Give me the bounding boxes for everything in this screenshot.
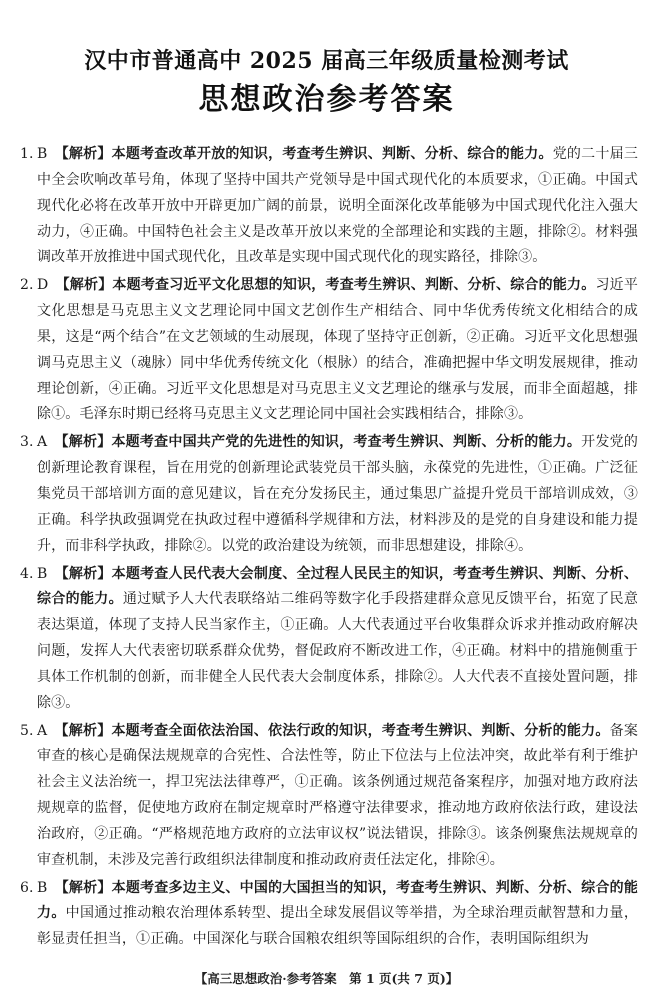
analysis-body: 通过赋予人大代表联络站二维码等数字化手段搭建群众意见反馈平台，拓宽了民意表达渠道，体现了支持人民当家作主，①正确。人大代表通过平台收集群众诉求并推动政府解决问题，发挥人大代表密切联系群众优势，督促政府不断改进工作，④正确。材料中的措施侧重于具体工作机制的创新，而非健全人民代表大会制度体系，排除②。人大代表不直接处置问题，排除③。	[37, 591, 638, 711]
answer-item-6	[20, 876, 638, 954]
question-number: 1.	[20, 146, 34, 162]
answer-choice: A	[37, 722, 48, 739]
answer-choice: B	[37, 879, 48, 896]
analysis-lead: 本题考查习近平文化思想的知识，考查考生辨识、判断、分析、综合的能力。	[112, 277, 596, 294]
answer-choice: B	[37, 146, 48, 162]
analysis-body: 习近平文化思想是马克思主义文艺理论同中国文艺创作生产相结合、同中华优秀传统文化相结合的成果，这是“两个结合”在文艺领域的生动展现，体现了坚持守正创新，②正确。习近平文化思想强调马克思主义（魂脉）同中华优秀传统文化（根脉）的结合，准确把握中华文明发展规律，推动理论创新，④正确。习近平文化思想是对马克思主义文艺理论的继承与发展，而非全面超越，排除①。毛泽东时期已经将马克思主义文艺理论同中国社会实践相结合，排除③。	[37, 277, 638, 423]
analysis-lead: 本题考查改革开放的知识，考查考生辨识、判断、分析、综合的能力。	[111, 146, 553, 162]
answer-choice: D	[37, 277, 49, 294]
analysis-tag: 【解析】	[55, 277, 113, 294]
answer-item-2	[20, 273, 638, 428]
question-number: 2.	[20, 277, 34, 294]
analysis-tag: 【解析】	[54, 879, 112, 896]
answer-choice: B	[37, 565, 48, 582]
question-number: 3.	[20, 434, 34, 451]
analysis-lead: 本题考查多边主义、中国的大国担当的知识，考查考生辨识、判断、分析、综合的能力。	[37, 879, 638, 922]
answer-choice: A	[37, 434, 48, 451]
analysis-tag: 【解析】	[54, 146, 112, 162]
analysis-body: 中国通过推动粮农治理体系转型、提出全球发展倡议等举措，为全球治理贡献智慧和力量，彰显责任担当，①正确。中国深化与联合国粮农组织等国际组织的合作，表明国际组织为	[37, 905, 638, 948]
answer-item-3	[20, 430, 638, 559]
analysis-tag: 【解析】	[54, 565, 112, 582]
analysis-tag: 【解析】	[54, 722, 112, 739]
analysis-body: 开发党的创新理论教育课程，旨在用党的创新理论武装党员干部头脑，永葆党的先进性，①正确。广泛征集党员干部培训方面的意见建议，旨在充分发扬民主，通过集思广益提升党员干部培训成效，③正确。科学执政强调党在执政过程中遵循科学规律和方法，材料涉及的是党的自身建设和能力提升，而非科学执政，排除②。以党的政治建设为统领，而非思想建设，排除④。	[37, 434, 638, 554]
question-number: 5.	[20, 722, 34, 739]
answer-item-1	[20, 142, 638, 271]
question-number: 4.	[20, 565, 34, 582]
analysis-tag: 【解析】	[54, 434, 112, 451]
exam-title: 汉中市普通高中 2025 届高三年级质量检测考试	[84, 48, 569, 74]
analysis-lead: 本题考查人民代表大会制度、全过程人民民主的知识，考查考生辨识、判断、分析、综合的能力。	[37, 565, 638, 608]
question-number: 6.	[20, 879, 34, 896]
analysis-lead: 本题考查中国共产党的先进性的知识，考查考生辨识、判断、分析的能力。	[111, 434, 582, 451]
analysis-body: 党的二十届三中全会吹响改革号角，体现了坚持中国共产党领导是中国式现代化的本质要求，①正确。中国式现代化必将在改革开放中开辟更加广阔的前景，说明全面深化改革能够为中国式现代化注入强大动力，④正确。中国特色社会主义是改革开放以来党的全部理论和实践的主题，排除②。材料强调改革开放推进中国式现代化，且改革是实现中国式现代化的现实路径，排除③。	[37, 146, 638, 266]
answer-list	[20, 142, 638, 955]
document-subtitle: 思想政治参考答案	[198, 82, 455, 117]
answer-item-5	[20, 719, 638, 874]
answer-item-4	[20, 562, 638, 717]
page-footer: 【高三思想政治·参考答案 第 1 页(共 7 页)】	[194, 971, 459, 986]
analysis-body: 备案审查的核心是确保法规规章的合宪性、合法性等，防止下位法与上位法冲突，故此举有利于维护社会主义法治统一，捍卫宪法法律尊严，①正确。该条例通过规范备案程序，加强对地方政府法规规章的监督，促使地方政府在制定规章时严格遵守法律要求，推动地方政府依法行政，建设法治政府，②正确。“严格规范地方政府的立法审议权”说法错误，排除③。该条例聚焦法规规章的审查机制，未涉及完善行政组织法律制度和推动政府责任法定化，排除④。	[37, 722, 638, 868]
analysis-lead: 本题考查全面依法治国、依法行政的知识，考查考生辨识、判断、分析的能力。	[111, 722, 610, 739]
title-block	[0, 44, 653, 120]
